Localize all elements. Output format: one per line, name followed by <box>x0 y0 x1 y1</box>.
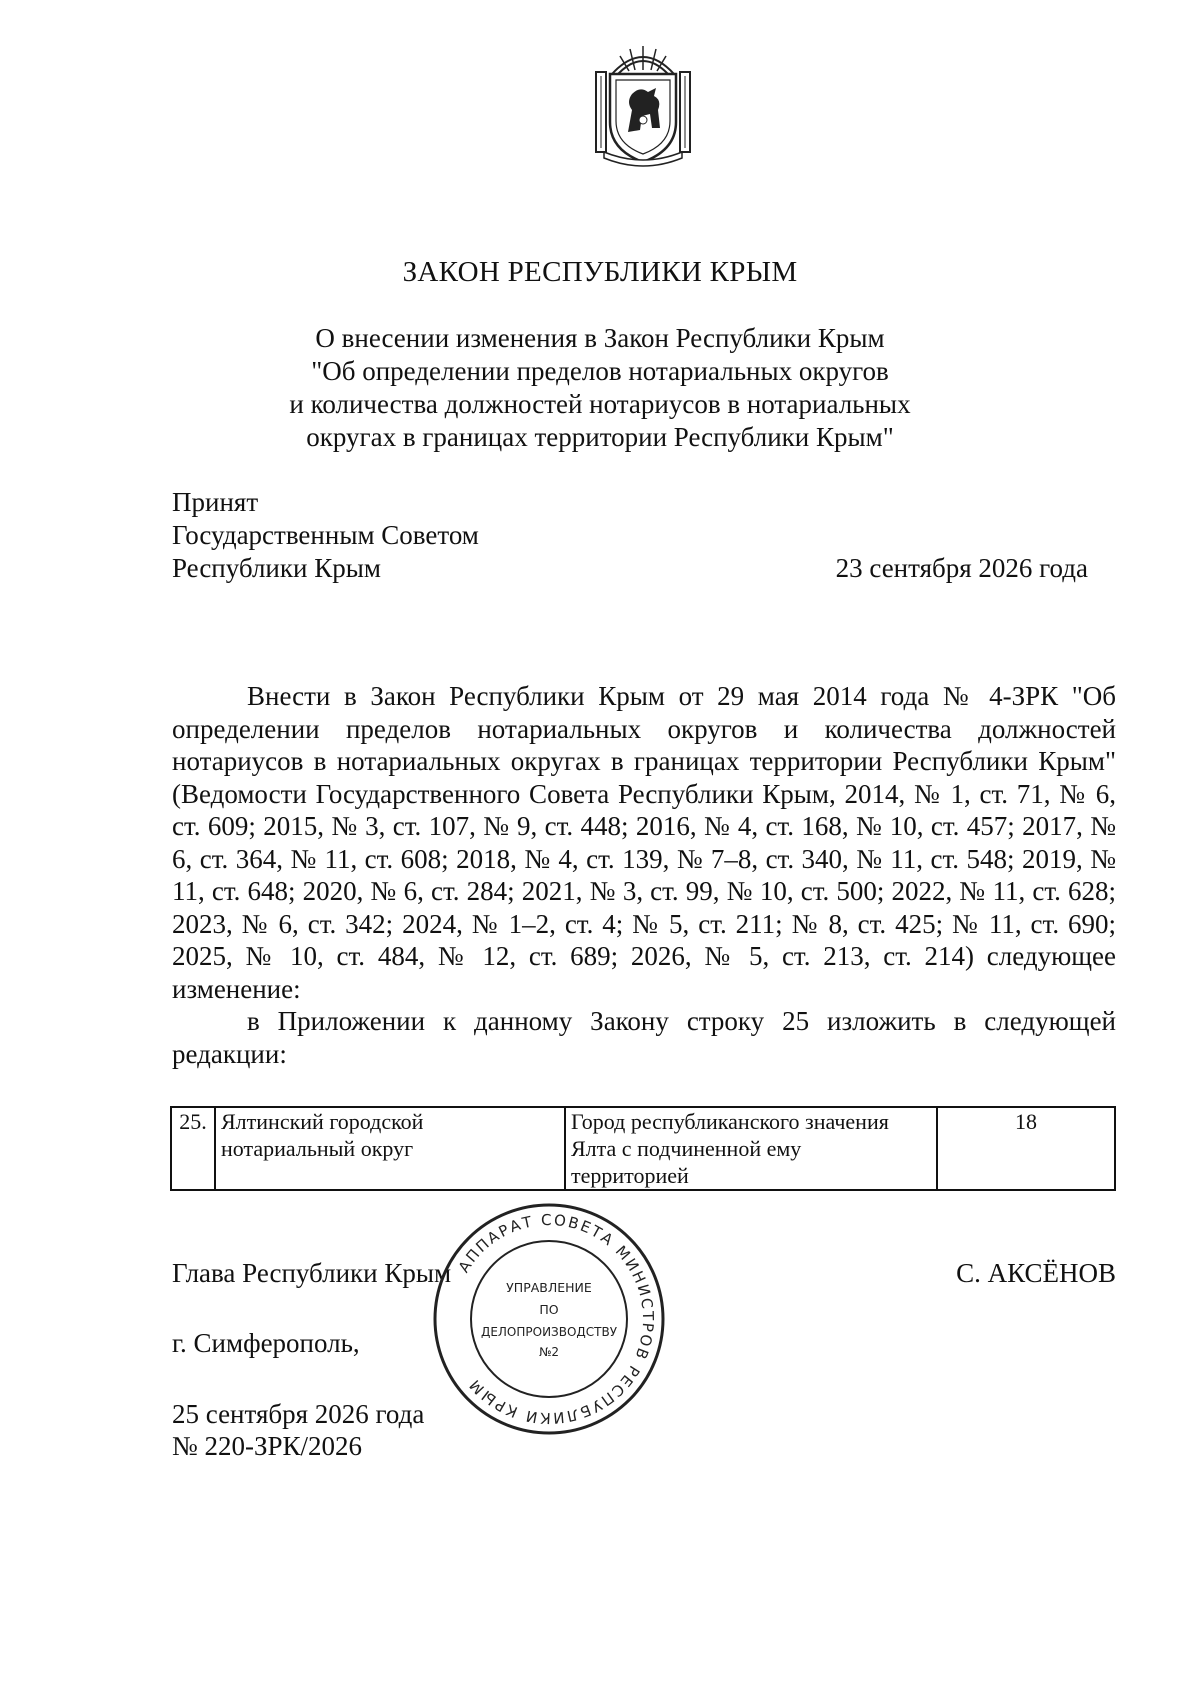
subtitle-line: и количества должностей нотариусов в нотариальных <box>289 389 911 419</box>
body-paragraph: в Приложении к данному Закону строку 25 изложить в следующей редакции: <box>172 1006 1116 1069</box>
crimea-coat-of-arms-icon <box>590 40 696 168</box>
stamp-ring-text: АППАРАТ СОВЕТА МИНИСТРОВ РЕСПУБЛИКИ КРЫМ <box>454 1210 658 1428</box>
adoption-line: Принят <box>172 487 259 517</box>
subtitle-line: О внесении изменения в Закон Республики Крым <box>315 323 885 353</box>
document-title: ЗАКОН РЕСПУБЛИКИ КРЫМ <box>402 256 798 288</box>
district-cell <box>215 1107 565 1190</box>
territory-line: Город республиканского значения <box>571 1109 889 1134</box>
signing-date-block <box>172 1398 424 1462</box>
office-stamp <box>428 1200 670 1438</box>
table-row <box>171 1107 1115 1190</box>
signatory-name: С. АКСЁНОВ <box>956 1258 1116 1288</box>
stamp-inner-line: ПО <box>539 1302 559 1317</box>
adoption-line: Государственным Советом <box>172 520 479 550</box>
row-number-cell: 25. <box>171 1107 215 1190</box>
adoption-block <box>172 486 479 585</box>
signing-city: г. Симферополь, <box>172 1328 360 1358</box>
body-paragraph: Внести в Закон Республики Крым от 29 мая 2014 года № 4-ЗРК "Об определении пределов нотариальных округов и количества должностей нотариусов в нотариальных округах в границах территории Республики Крым" (Ведомости Государственного Совета Республики Крым, 2014, № 1, ст. 71, № 6, ст. 609; 2015, № 3, ст. 107, № 9, ст. 448; 2016, № 4, ст. 168, № 10, ст. 457; 2017, № 6, ст. 364, № 11, ст. 608; 2018, № 4, ст. 139, № 7–8, ст. 340, № 11, ст. 548; 2019, № 11, ст. 648; 2020, № 6, ст. 284; 2021, № 3, ст. 99, № 10, ст. 500; 2022, № 11, ст. 628; 2023, № 6, ст. 342; 2024, № 1–2, ст. 4; № 5, ст. 211; № 8, ст. 425; № 11, ст. 690; 2025, № 10, ст. 484, № 12, ст. 689; 2026, № 5, ст. 213, ст. 214) следующее изменение: <box>172 681 1116 1004</box>
territory-line: территорией <box>571 1163 689 1188</box>
signatory-title: Глава Республики Крым <box>172 1258 452 1288</box>
stamp-inner-line: ДЕЛОПРОИЗВОДСТВУ <box>480 1325 618 1339</box>
positions-count-cell: 18 <box>937 1107 1115 1190</box>
document-subtitle <box>0 322 1200 454</box>
amendment-table <box>170 1106 1116 1191</box>
territory-cell <box>565 1107 937 1190</box>
subtitle-line: округах в границах территории Республики Крым" <box>306 422 894 452</box>
adoption-date: 23 сентября 2026 года <box>835 553 1088 583</box>
district-line: нотариальный округ <box>221 1136 414 1161</box>
stamp-inner-line: №2 <box>538 1345 560 1359</box>
adoption-line: Республики Крым <box>172 553 381 583</box>
stamp-inner-line: УПРАВЛЕНИЕ <box>506 1280 592 1295</box>
law-number: № 220-ЗРК/2026 <box>172 1431 363 1461</box>
subtitle-line: "Об определении пределов нотариальных округов <box>311 356 889 386</box>
law-body <box>172 680 1116 1070</box>
territory-line: Ялта с подчиненной ему <box>571 1136 802 1161</box>
district-line: Ялтинский городской <box>221 1109 424 1134</box>
signing-date: 25 сентября 2026 года <box>172 1399 425 1429</box>
